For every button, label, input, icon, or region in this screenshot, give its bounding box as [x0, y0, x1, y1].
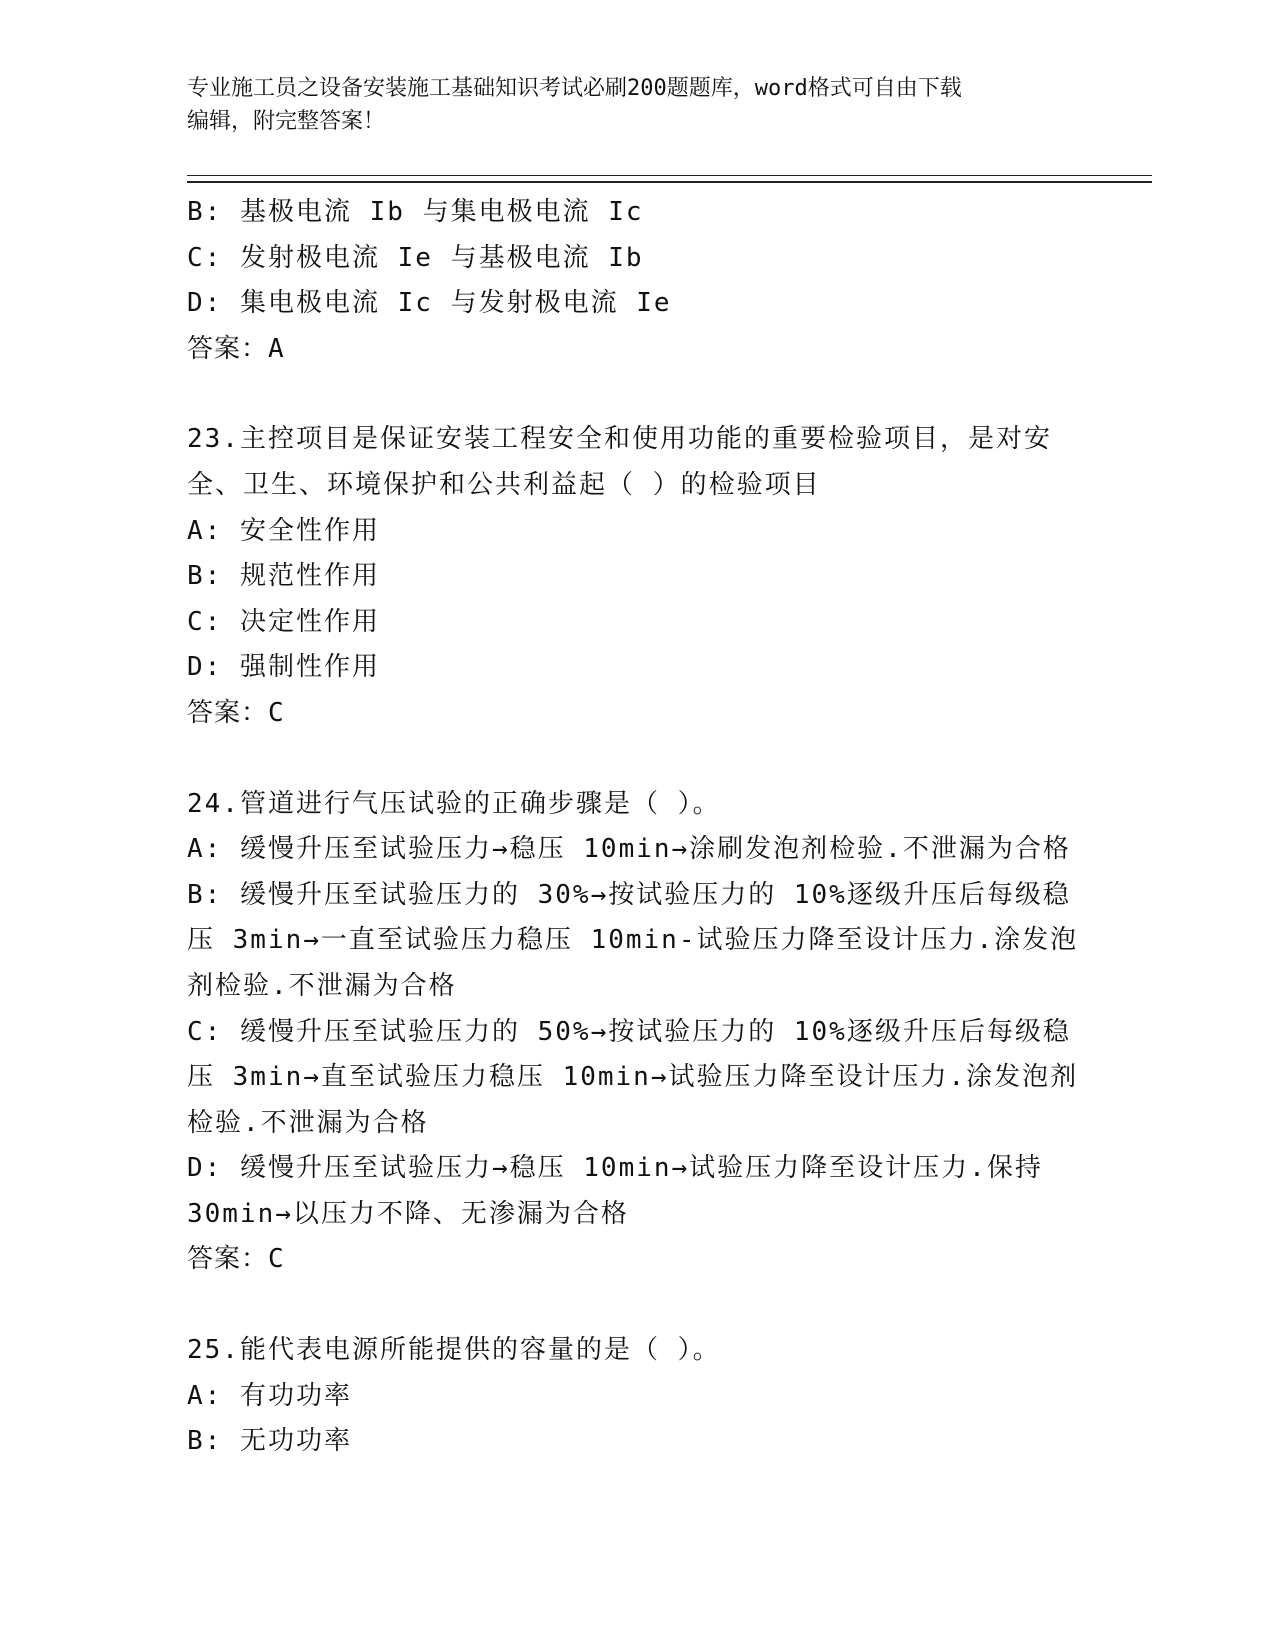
q24-answer: 答案：C [187, 1244, 285, 1275]
question-content [187, 190, 1087, 1465]
q22-option-b: B: 基极电流 Ib 与集电极电流 Ic [187, 197, 644, 227]
q24-option-c-line-1: C: 缓慢升压至试验压力的 50%→按试验压力的 10%逐级升压后每级稳 [187, 1016, 1071, 1047]
q22-answer: 答案：A [187, 333, 285, 364]
header-divider-thick [187, 181, 1152, 183]
question-25 [187, 1328, 1087, 1465]
q23-option-a: A: 安全性作用 [187, 515, 380, 546]
q24-option-d-line-2: 30min→以压力不降、无渗漏为合格 [187, 1198, 629, 1229]
q24-option-b-line-3: 剂检验.不泄漏为合格 [187, 970, 457, 1001]
question-22 [187, 190, 1087, 372]
q23-stem-line-2: 全、卫生、环境保护和公共利益起（ ）的检验项目 [187, 469, 821, 500]
header-title-line-1: 专业施工员之设备安装施工基础知识考试必刷200题题库，word格式可自由下载 [187, 76, 962, 101]
spacer [187, 372, 1087, 417]
q22-option-c: C: 发射极电流 Ie 与基极电流 Ib [187, 242, 644, 273]
spacer [187, 737, 1087, 782]
q24-option-c-line-2: 压 3min→直至试验压力稳压 10min→试验压力降至设计压力.涂发泡剂 [187, 1062, 1079, 1093]
q23-option-d: D: 强制性作用 [187, 652, 380, 683]
q24-option-d-line-1: D: 缓慢升压至试验压力→稳压 10min→试验压力降至设计压力.保持 [187, 1153, 1043, 1184]
q24-option-c-line-3: 检验.不泄漏为合格 [187, 1107, 429, 1138]
q25-stem: 25.能代表电源所能提供的容量的是（ ）。 [187, 1335, 721, 1366]
q23-option-c: C: 决定性作用 [187, 606, 380, 637]
q24-option-a: A: 缓慢升压至试验压力→稳压 10min→涂刷发泡剂检验.不泄漏为合格 [187, 834, 1071, 865]
q25-option-a: A: 有功功率 [187, 1380, 352, 1411]
header-divider-thin [187, 175, 1152, 176]
q25-option-b: B: 无功功率 [187, 1426, 352, 1457]
spacer [187, 1283, 1087, 1328]
header-title-line-2: 编辑，附完整答案！ [187, 109, 386, 134]
q24-option-b-line-2: 压 3min→一直至试验压力稳压 10min-试验压力降至设计压力.涂发泡 [187, 925, 1079, 956]
document-header [187, 72, 1067, 138]
q24-option-b-line-1: B: 缓慢升压至试验压力的 30%→按试验压力的 10%逐级升压后每级稳 [187, 879, 1071, 910]
q23-stem-line-1: 23.主控项目是保证安装工程安全和使用功能的重要检验项目，是对安 [187, 424, 1052, 455]
question-23 [187, 417, 1087, 736]
q24-stem: 24.管道进行气压试验的正确步骤是（ ）。 [187, 788, 721, 819]
q23-option-b: B: 规范性作用 [187, 561, 380, 592]
question-24 [187, 782, 1087, 1284]
q23-answer: 答案：C [187, 697, 285, 728]
q22-option-d: D: 集电极电流 Ic 与发射极电流 Ie [187, 288, 672, 319]
